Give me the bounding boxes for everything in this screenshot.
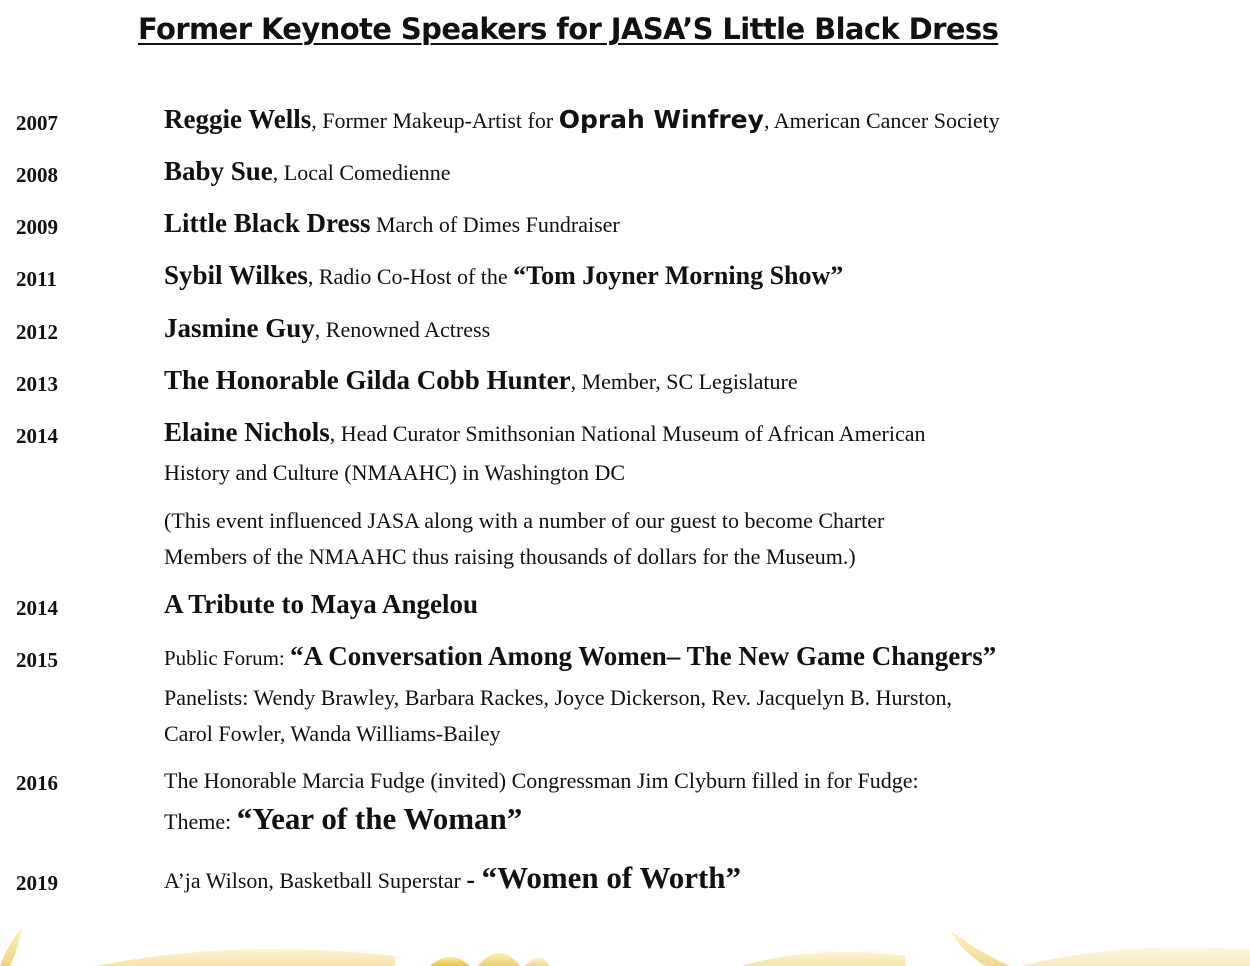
entry-2009 bbox=[164, 208, 620, 239]
speaker-desc: , Renowned Actress bbox=[314, 317, 491, 342]
speaker-name: Sybil Wilkes bbox=[164, 260, 308, 290]
entry-2008 bbox=[164, 156, 451, 187]
speaker-name: A Tribute to Maya Angelou bbox=[164, 589, 479, 619]
theme-label: Theme: bbox=[164, 809, 237, 834]
entry-2014-note-line-1: (This event influenced JASA along with a number of our guest to become Charter bbox=[164, 508, 885, 533]
entry-2011 bbox=[164, 260, 843, 291]
speaker-name: Elaine Nichols bbox=[164, 417, 330, 447]
year-2016: 2016 bbox=[16, 771, 58, 795]
speaker-desc: March of Dimes Fundraiser bbox=[370, 212, 620, 237]
entry-2015-panelists-2: Carol Fowler, Wanda Williams-Bailey bbox=[164, 721, 501, 746]
year-2019: 2019 bbox=[16, 871, 58, 895]
entry-2019 bbox=[164, 860, 741, 896]
year-2014-angelou: 2014 bbox=[16, 596, 58, 620]
entry-2016: The Honorable Marcia Fudge (invited) Congressman Jim Clyburn filled in for Fudge: bbox=[164, 768, 919, 793]
show-title: “Tom Joyner Morning Show” bbox=[513, 261, 844, 290]
entry-2007 bbox=[164, 104, 1000, 135]
theme-text: “Women of Worth” bbox=[481, 860, 742, 895]
speaker-name: Baby Sue bbox=[164, 156, 273, 186]
speaker-desc: , Member, SC Legislature bbox=[570, 369, 798, 394]
speaker-desc: , Head Curator Smithsonian National Museum of African American bbox=[329, 421, 926, 446]
speaker-name: Reggie Wells bbox=[164, 104, 312, 134]
entry-2014-angelou bbox=[164, 589, 478, 620]
speaker-desc: , Former Makeup-Artist for bbox=[311, 108, 559, 133]
entry-2015-panelists-1: Panelists: Wendy Brawley, Barbara Rackes, Joyce Dickerson, Rev. Jacquelyn B. Hurston, bbox=[164, 685, 953, 710]
year-2011: 2011 bbox=[16, 267, 57, 291]
year-2014-nichols: 2014 bbox=[16, 424, 58, 448]
speaker-name: Jasmine Guy bbox=[164, 313, 315, 343]
entry-2014-nichols bbox=[164, 417, 925, 448]
dash: - bbox=[466, 865, 482, 894]
forum-theme: “A Conversation Among Women– The New Game Changers” bbox=[290, 641, 997, 671]
entry-2012 bbox=[164, 313, 490, 344]
entry-2016-theme bbox=[164, 801, 522, 837]
year-2007: 2007 bbox=[16, 111, 58, 135]
entry-2013 bbox=[164, 365, 798, 396]
speaker-desc: , Radio Co-Host of the bbox=[307, 264, 514, 289]
year-2013: 2013 bbox=[16, 372, 58, 396]
gold-flourish-decoration bbox=[0, 920, 1250, 966]
speaker-name: The Honorable Gilda Cobb Hunter bbox=[164, 365, 571, 395]
forum-prefix: Public Forum: bbox=[164, 646, 291, 670]
page-title: Former Keynote Speakers for JASA’S Little Black Dress bbox=[138, 12, 999, 46]
speaker-desc: A’ja Wilson, Basketball Superstar bbox=[164, 868, 467, 893]
entry-2014-note-line-2: Members of the NMAAHC thus raising thousands of dollars for the Museum.) bbox=[164, 544, 856, 569]
entry-2014-nichols-line-2: History and Culture (NMAAHC) in Washington DC bbox=[164, 460, 626, 485]
entry-2015 bbox=[164, 641, 996, 672]
year-2008: 2008 bbox=[16, 163, 58, 187]
speaker-name: Little Black Dress bbox=[164, 208, 371, 238]
speaker-desc-2: , American Cancer Society bbox=[763, 108, 1000, 133]
year-2015: 2015 bbox=[16, 648, 58, 672]
highlight-name: Oprah Winfrey bbox=[558, 105, 764, 134]
theme-text: “Year of the Woman” bbox=[236, 801, 523, 836]
speaker-desc: , Local Comedienne bbox=[272, 160, 451, 185]
year-2012: 2012 bbox=[16, 320, 58, 344]
year-2009: 2009 bbox=[16, 215, 58, 239]
